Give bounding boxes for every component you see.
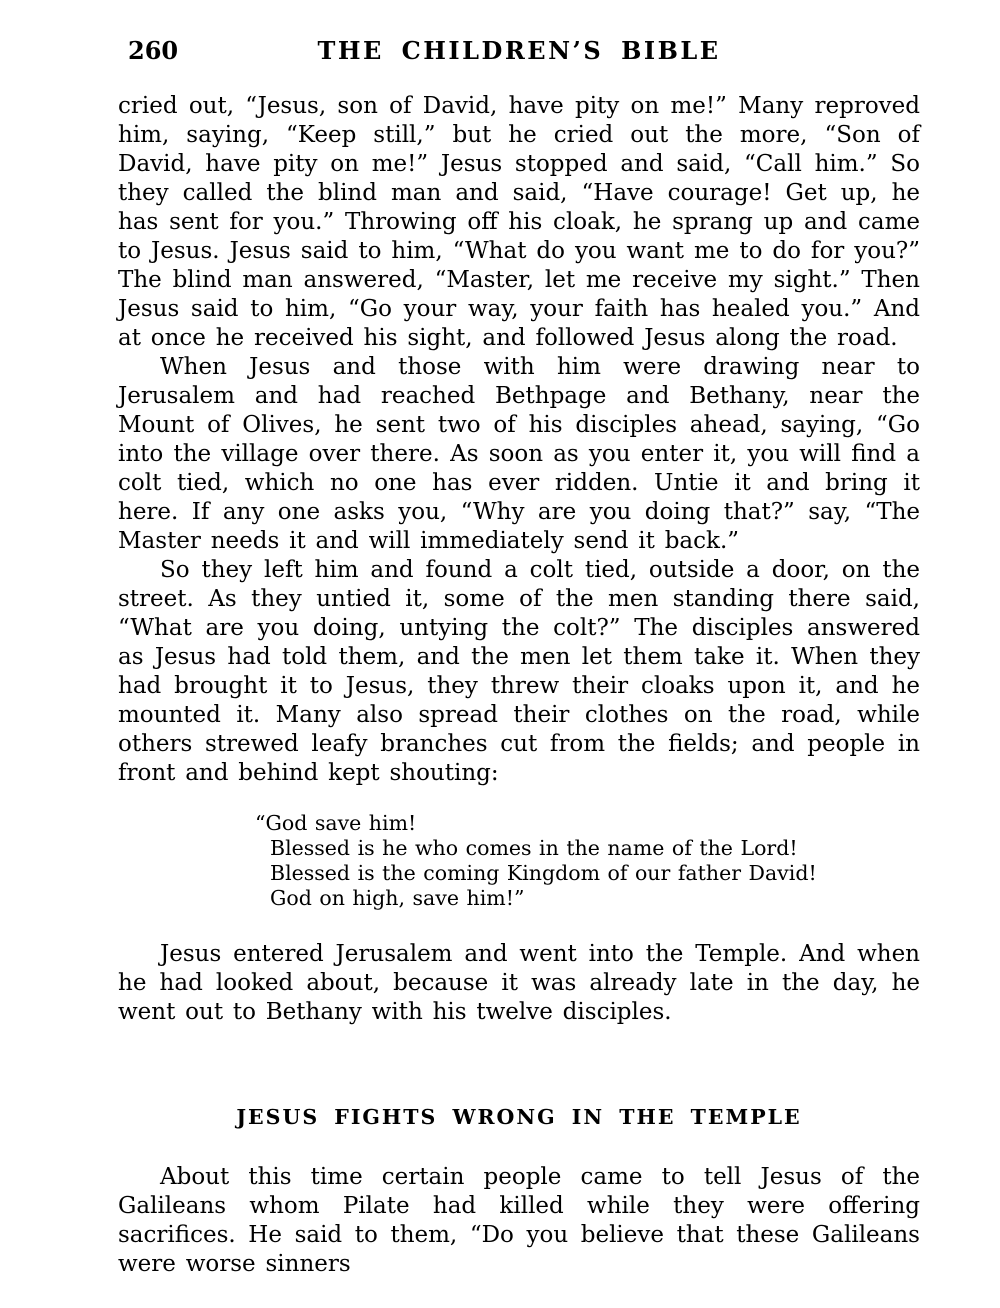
page-body xyxy=(118,92,920,1279)
verse-line: “God save him! xyxy=(255,811,417,835)
paragraph-blind-man-healed: cried out, “Jesus, son of David, have pity on me!” Many reproved him, saying, “Keep still,” but he cried out the more, “Son of David, have pity on me!” Jesus stopped and said, “Call him.” So they called the blind man and said, “Have courage! Get up, he has sent for you.” Throwing off his cloak, he sprang up and came to Jesus. Jesus said to him, “What do you want me to do for you?” The blind man answered, “Master, let me receive my sight.” Then Jesus said to him, “Go your way, your faith has healed you.” And at once he received his sight, and followed Jesus along the road. xyxy=(118,93,920,351)
page-number: 260 xyxy=(128,36,179,65)
paragraph-approach-jerusalem: When Jesus and those with him were drawing near to Jerusalem and had reached Bethpage and Bethany, near the Mount of Olives, he sent two of his disciples ahead, saying, “Go into the village over there. As soon as you enter it, you will find a colt tied, which no one has ever ridden. Untie it and bring it here. If any one asks you, “Why are you doing that?” say, “The Master needs it and will immediately send it back.” xyxy=(118,354,920,554)
paragraph-entered-jerusalem: Jesus entered Jerusalem and went into the Temple. And when he had looked about, because it was already late in the day, he went out to Bethany with his twelve disciples. xyxy=(118,941,920,1025)
verse-line: Blessed is he who comes in the name of the Lord! xyxy=(270,836,798,860)
verse-line: Blessed is the coming Kingdom of our father David! xyxy=(270,861,817,885)
verse-block xyxy=(255,811,920,911)
running-title: THE CHILDREN’S BIBLE xyxy=(317,36,721,65)
paragraph-colt-found: So they left him and found a colt tied, outside a door, on the street. As they untied it, some of the men standing there said, “What are you doing, untying the colt?” The disciples answered as Jesus had told them, and the men let them take it. When they had brought it to Jesus, they threw their cloaks upon it, and he mounted it. Many also spread their clothes on the road, while others strewed leafy branches cut from the fields; and people in front and behind kept shouting: xyxy=(118,557,920,786)
verse-line: God on high, save him!” xyxy=(270,886,525,910)
page-header xyxy=(118,36,920,70)
paragraph-galileans: About this time certain people came to tell Jesus of the Galileans whom Pilate had killed while they were offering sacrifices. He said to them, “Do you believe that these Galileans were worse sinners xyxy=(118,1164,920,1277)
section-heading: JESUS FIGHTS WRONG IN THE TEMPLE xyxy=(236,1105,802,1129)
